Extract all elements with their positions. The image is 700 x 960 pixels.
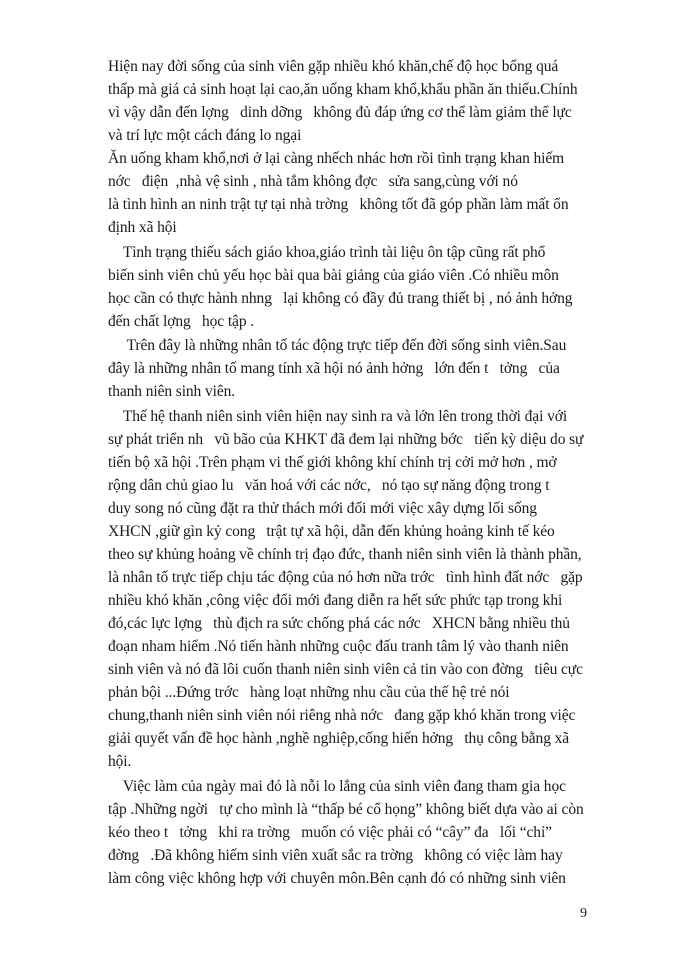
paragraph-line: đó,các lực lợng thù địch ra sức chống phá các nớc XHCN bằng nhiều thủ bbox=[108, 615, 570, 632]
paragraph-line: Thế hệ thanh niên sinh viên hiện nay sinh ra và lớn lên trong thời đại với bbox=[108, 408, 568, 425]
paragraph-line: Ăn uống kham khổ,nơi ở lại càng nhếch nhác hơn rồi tình trạng khan hiếm bbox=[108, 150, 565, 167]
paragraph-line: sinh viên và nó đã lôi cuốn thanh niên sinh viên cả tin vào con đờng tiêu cực bbox=[108, 661, 583, 678]
paragraph-line: biến sinh viên chủ yếu học bài qua bài giảng của giáo viên .Có nhiều môn bbox=[108, 267, 559, 284]
paragraph-line: định xã hội bbox=[108, 219, 177, 236]
paragraph-line: Việc làm của ngày mai đó là nỗi lo lắng của sinh viên đang tham gia học bbox=[108, 778, 566, 795]
paragraph-line: duy song nó cũng đặt ra thử thách mới đối mới việc xây dựng lối sống bbox=[108, 500, 537, 517]
paragraph-line: nhiều khó khăn ,công việc đổi mới đang diễn ra hết sức phức tạp trong khi bbox=[108, 592, 563, 609]
paragraph-line: chung,thanh niên sinh viên nói riêng nhà nớc đang gặp khó khăn trong việc bbox=[108, 707, 576, 724]
paragraph-line: đây là những nhân tố mang tính xã hội nó ảnh hởng lớn đến t tởng của bbox=[108, 360, 560, 377]
paragraph-line: là nhân tố trực tiếp chịu tác động của nó hơn nữa trớc tình hình đất nớc gặp bbox=[108, 569, 583, 586]
paragraph-line: phản bội ...Đứng trớc hàng loạt những nhu cầu của thế hệ trẻ nói bbox=[108, 684, 510, 701]
paragraph-line: Tình trạng thiếu sách giáo khoa,giáo trình tài liệu ôn tập cũng rất phổ bbox=[108, 244, 546, 261]
paragraph-line: đoạn nham hiểm .Nó tiến hành những cuộc đấu tranh tâm lý vào thanh niên bbox=[108, 638, 569, 655]
paragraph-line: XHCN ,giữ gìn kỷ cong trật tự xã hội, dẫn đến khủng hoảng kinh tế kéo bbox=[108, 523, 555, 540]
paragraph-line: làm công việc không hợp với chuyên môn.Bên cạnh đó có những sinh viên bbox=[108, 870, 566, 887]
paragraph-line: vì vậy dẫn đến lợng dinh dỡng không đủ đáp ứng cơ thể làm giảm thể lực bbox=[108, 104, 572, 121]
paragraph-line: sự phát triển nh vũ bão của KHKT đã đem lại những bớc tiến kỳ diệu do sự bbox=[108, 431, 584, 448]
paragraph-line: theo sự khủng hoảng về chính trị đạo đức, thanh niên sinh viên là thành phần, bbox=[108, 546, 582, 563]
paragraph-line: thanh niên sinh viên. bbox=[108, 383, 236, 400]
paragraph-line: và trí lực một cách đáng lo ngại bbox=[108, 127, 302, 144]
paragraph-line: hội. bbox=[108, 753, 132, 770]
paragraph-line: tiến bộ xã hội .Trên phạm vi thế giới không khí chính trị cởi mở hơn , mở bbox=[108, 454, 557, 471]
paragraph-line: học cần có thực hành nhng lại không có đầy đủ trang thiết bị , nó ảnh hởng bbox=[108, 290, 573, 307]
paragraph-line: rộng dân chủ giao lu văn hoá với các nớc, nó tạo sự năng động trong t bbox=[108, 477, 550, 494]
paragraph-line: là tình hình an ninh trật tự tại nhà trờng không tốt đã góp phần làm mất ổn bbox=[108, 196, 569, 213]
paragraph-line: đến chất lợng học tập . bbox=[108, 313, 255, 330]
paragraph-line: nớc điện ,nhà vệ sinh , nhà tắm không đợc sửa sang,cùng với nó bbox=[108, 173, 518, 190]
paragraph-line: Trên đây là những nhân tố tác động trực tiếp đến đời sống sinh viên.Sau bbox=[108, 337, 567, 354]
page-number: 9 bbox=[580, 906, 587, 921]
paragraph-line: Hiện nay đời sống của sinh viên gặp nhiều khó khăn,chế độ học bổng quá bbox=[108, 58, 559, 75]
paragraph-line: đờng .Đã không hiếm sinh viên xuất sắc ra trờng không có việc làm hay bbox=[108, 847, 563, 864]
paragraph-line: thấp mà giá cả sinh hoạt lại cao,ăn uống kham khổ,khẩu phần ăn thiếu.Chính bbox=[108, 81, 578, 98]
paragraph-line: kéo theo t tởng khi ra trờng muốn có việc phải có “cây” đa lối “chỉ” bbox=[108, 824, 552, 841]
paragraph-line: tập .Những ngời tự cho mình là “thấp bé cổ họng” không biết dựa vào ai còn bbox=[108, 801, 584, 818]
paragraph-line: giải quyết vấn đề học hành ,nghề nghiệp,cống hiến hởng thụ công bằng xã bbox=[108, 730, 570, 747]
